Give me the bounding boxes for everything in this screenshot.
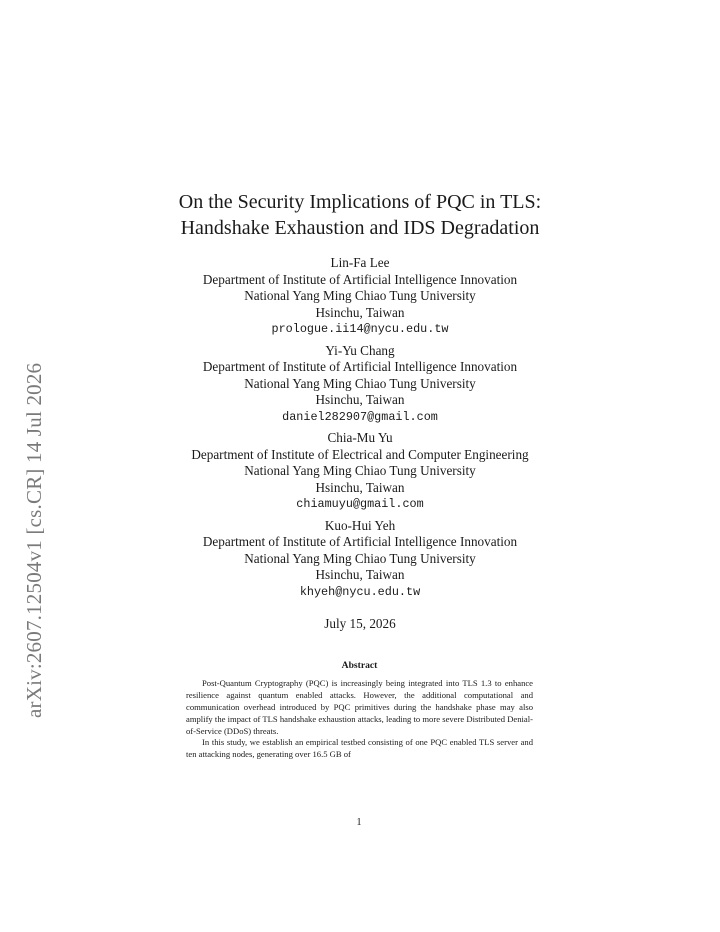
author-block	[0, 255, 720, 338]
author-department: Department of Institute of Artificial Intelligence Innovation	[202, 271, 518, 287]
author-location: Hsinchu, Taiwan	[315, 392, 405, 407]
abstract-heading: Abstract	[341, 660, 378, 671]
author-name: Lin-Fa Lee	[330, 255, 390, 270]
author-block	[0, 518, 720, 601]
author-department: Department of Institute of Electrical and Computer Engineering	[191, 446, 529, 462]
author-university: National Yang Ming Chiao Tung University	[244, 463, 476, 478]
author-email: prologue.ii14@nycu.edu.tw	[271, 322, 449, 336]
author-block	[0, 343, 720, 426]
author-university: National Yang Ming Chiao Tung University	[244, 550, 476, 566]
title-line-2: Handshake Exhaustion and IDS Degradation	[180, 217, 540, 239]
author-list	[0, 255, 720, 605]
author-block	[0, 430, 720, 513]
abstract-paragraph-2: In this study, we establish an empirical testbed consisting of one PQC enabled TLS server and ten attacking nodes, generating over 16.5 GB of	[186, 737, 533, 760]
page-number: 1	[356, 817, 362, 828]
author-name: Yi-Yu Chang	[325, 342, 395, 358]
arxiv-identifier: arXiv:2607.12504v1 [cs.CR] 14 Jul 2026	[22, 362, 46, 718]
author-department: Department of Institute of Artificial Intelligence Innovation	[202, 359, 518, 374]
abstract-paragraph-1: Post-Quantum Cryptography (PQC) is increasingly being integrated into TLS 1.3 to enhance resilience against quantum enabled attacks. However, the additional computational and communication overhead introduced by PQC primitives during the handshake phase may also amplify the impact of TLS handshake exhaustion attacks, leading to more severe Distributed Denial-of-Service (DDoS) threats.	[186, 677, 533, 736]
author-email: chiamuyu@gmail.com	[296, 497, 424, 511]
author-university: National Yang Ming Chiao Tung University	[244, 375, 476, 391]
author-university: National Yang Ming Chiao Tung University	[244, 288, 476, 303]
author-department: Department of Institute of Artificial Intelligence Innovation	[202, 534, 518, 549]
abstract-section	[186, 660, 533, 761]
paper-title	[0, 189, 720, 241]
author-name: Chia-Mu Yu	[327, 430, 393, 445]
author-location: Hsinchu, Taiwan	[315, 567, 405, 582]
author-location: Hsinchu, Taiwan	[315, 479, 405, 495]
author-location: Hsinchu, Taiwan	[315, 304, 405, 320]
author-email: daniel282907@gmail.com	[282, 409, 438, 424]
publication-date: July 15, 2026	[324, 616, 396, 631]
author-email: khyeh@nycu.edu.tw	[299, 584, 421, 599]
title-line-1: On the Security Implications of PQC in TLS:	[178, 191, 542, 213]
author-name: Kuo-Hui Yeh	[324, 517, 396, 533]
